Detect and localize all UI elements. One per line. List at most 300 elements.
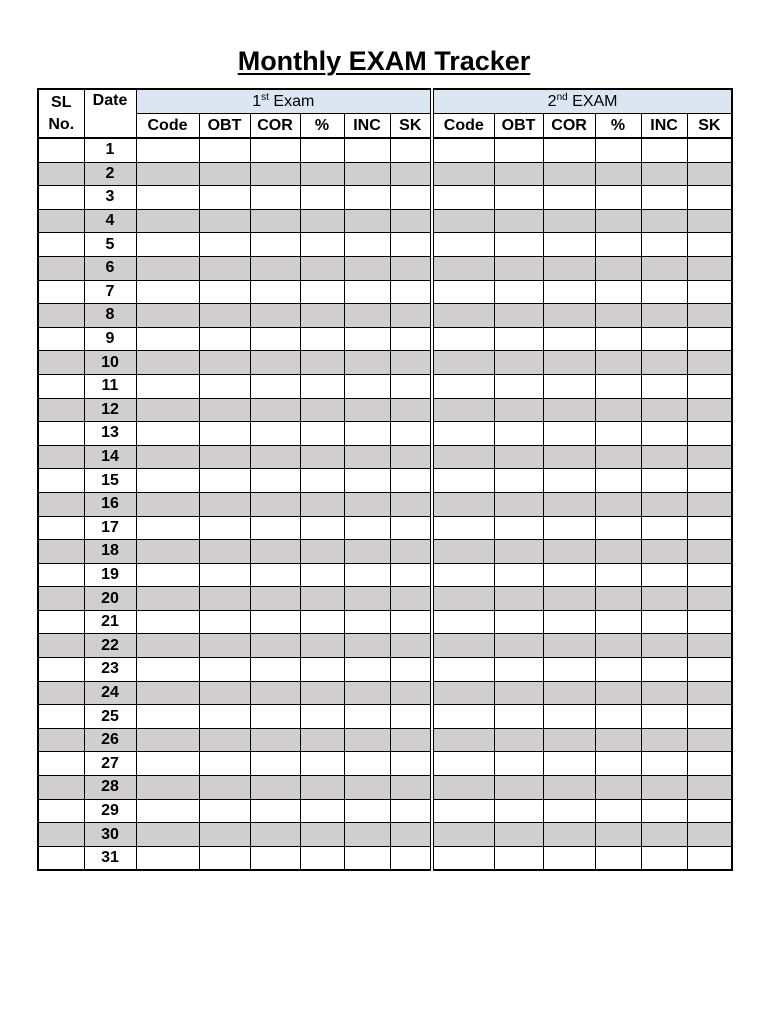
- second-exam-cell[interactable]: [432, 610, 494, 634]
- first-exam-cell[interactable]: [250, 351, 300, 375]
- first-exam-cell[interactable]: [199, 162, 250, 186]
- second-exam-cell[interactable]: [432, 705, 494, 729]
- first-exam-cell[interactable]: [136, 162, 199, 186]
- first-exam-cell[interactable]: [250, 540, 300, 564]
- first-exam-cell[interactable]: [390, 823, 432, 847]
- first-exam-cell[interactable]: [344, 398, 390, 422]
- first-exam-cell[interactable]: [250, 563, 300, 587]
- first-exam-cell[interactable]: [344, 233, 390, 257]
- first-exam-cell[interactable]: [300, 398, 344, 422]
- first-exam-cell[interactable]: [199, 374, 250, 398]
- first-exam-cell[interactable]: [344, 823, 390, 847]
- first-exam-cell[interactable]: [390, 138, 432, 162]
- first-exam-cell[interactable]: [300, 610, 344, 634]
- second-exam-cell[interactable]: [687, 846, 732, 870]
- sl-no-cell[interactable]: [38, 799, 84, 823]
- second-exam-cell[interactable]: [432, 469, 494, 493]
- second-exam-cell[interactable]: [687, 540, 732, 564]
- second-exam-cell[interactable]: [543, 138, 595, 162]
- first-exam-cell[interactable]: [250, 327, 300, 351]
- first-exam-cell[interactable]: [344, 327, 390, 351]
- first-exam-cell[interactable]: [136, 634, 199, 658]
- first-exam-cell[interactable]: [300, 186, 344, 210]
- first-exam-cell[interactable]: [199, 422, 250, 446]
- second-exam-cell[interactable]: [641, 540, 687, 564]
- second-exam-cell[interactable]: [641, 752, 687, 776]
- second-exam-cell[interactable]: [641, 823, 687, 847]
- second-exam-cell[interactable]: [641, 209, 687, 233]
- second-exam-cell[interactable]: [641, 610, 687, 634]
- first-exam-cell[interactable]: [199, 327, 250, 351]
- second-exam-cell[interactable]: [494, 728, 543, 752]
- first-exam-cell[interactable]: [344, 256, 390, 280]
- first-exam-cell[interactable]: [344, 846, 390, 870]
- second-exam-cell[interactable]: [432, 304, 494, 328]
- first-exam-cell[interactable]: [390, 705, 432, 729]
- second-exam-cell[interactable]: [687, 681, 732, 705]
- first-exam-cell[interactable]: [344, 280, 390, 304]
- first-exam-cell[interactable]: [344, 422, 390, 446]
- second-exam-cell[interactable]: [641, 681, 687, 705]
- sl-no-cell[interactable]: [38, 776, 84, 800]
- second-exam-cell[interactable]: [494, 422, 543, 446]
- second-exam-cell[interactable]: [543, 752, 595, 776]
- first-exam-cell[interactable]: [136, 776, 199, 800]
- second-exam-cell[interactable]: [494, 162, 543, 186]
- second-exam-cell[interactable]: [687, 799, 732, 823]
- first-exam-cell[interactable]: [250, 846, 300, 870]
- first-exam-cell[interactable]: [344, 374, 390, 398]
- first-exam-cell[interactable]: [300, 374, 344, 398]
- second-exam-cell[interactable]: [494, 846, 543, 870]
- second-exam-cell[interactable]: [641, 256, 687, 280]
- first-exam-cell[interactable]: [136, 138, 199, 162]
- second-exam-cell[interactable]: [595, 776, 641, 800]
- first-exam-cell[interactable]: [390, 776, 432, 800]
- first-exam-cell[interactable]: [136, 823, 199, 847]
- second-exam-cell[interactable]: [543, 209, 595, 233]
- first-exam-cell[interactable]: [136, 422, 199, 446]
- first-exam-cell[interactable]: [390, 610, 432, 634]
- sl-no-cell[interactable]: [38, 516, 84, 540]
- second-exam-cell[interactable]: [641, 280, 687, 304]
- first-exam-cell[interactable]: [250, 658, 300, 682]
- second-exam-cell[interactable]: [494, 563, 543, 587]
- first-exam-cell[interactable]: [250, 776, 300, 800]
- first-exam-cell[interactable]: [300, 327, 344, 351]
- second-exam-cell[interactable]: [543, 398, 595, 422]
- second-exam-cell[interactable]: [641, 327, 687, 351]
- first-exam-cell[interactable]: [199, 138, 250, 162]
- sl-no-cell[interactable]: [38, 162, 84, 186]
- second-exam-cell[interactable]: [494, 351, 543, 375]
- second-exam-cell[interactable]: [543, 351, 595, 375]
- sl-no-cell[interactable]: [38, 728, 84, 752]
- second-exam-cell[interactable]: [595, 469, 641, 493]
- second-exam-cell[interactable]: [641, 422, 687, 446]
- first-exam-cell[interactable]: [199, 256, 250, 280]
- sl-no-cell[interactable]: [38, 681, 84, 705]
- second-exam-cell[interactable]: [641, 469, 687, 493]
- second-exam-cell[interactable]: [595, 728, 641, 752]
- first-exam-cell[interactable]: [199, 186, 250, 210]
- second-exam-cell[interactable]: [543, 587, 595, 611]
- first-exam-cell[interactable]: [136, 705, 199, 729]
- second-exam-cell[interactable]: [494, 492, 543, 516]
- second-exam-cell[interactable]: [432, 209, 494, 233]
- first-exam-cell[interactable]: [344, 162, 390, 186]
- first-exam-cell[interactable]: [199, 563, 250, 587]
- second-exam-cell[interactable]: [595, 422, 641, 446]
- second-exam-cell[interactable]: [432, 422, 494, 446]
- second-exam-cell[interactable]: [641, 374, 687, 398]
- first-exam-cell[interactable]: [390, 327, 432, 351]
- second-exam-cell[interactable]: [595, 304, 641, 328]
- first-exam-cell[interactable]: [199, 351, 250, 375]
- sl-no-cell[interactable]: [38, 398, 84, 422]
- sl-no-cell[interactable]: [38, 209, 84, 233]
- first-exam-cell[interactable]: [250, 634, 300, 658]
- first-exam-cell[interactable]: [136, 351, 199, 375]
- second-exam-cell[interactable]: [494, 327, 543, 351]
- second-exam-cell[interactable]: [641, 776, 687, 800]
- second-exam-cell[interactable]: [641, 705, 687, 729]
- second-exam-cell[interactable]: [432, 398, 494, 422]
- first-exam-cell[interactable]: [390, 658, 432, 682]
- second-exam-cell[interactable]: [595, 540, 641, 564]
- first-exam-cell[interactable]: [136, 327, 199, 351]
- second-exam-cell[interactable]: [595, 563, 641, 587]
- second-exam-cell[interactable]: [687, 776, 732, 800]
- first-exam-cell[interactable]: [300, 705, 344, 729]
- first-exam-cell[interactable]: [136, 186, 199, 210]
- sl-no-cell[interactable]: [38, 634, 84, 658]
- first-exam-cell[interactable]: [250, 209, 300, 233]
- second-exam-cell[interactable]: [595, 634, 641, 658]
- first-exam-cell[interactable]: [199, 658, 250, 682]
- first-exam-cell[interactable]: [300, 587, 344, 611]
- second-exam-cell[interactable]: [687, 563, 732, 587]
- first-exam-cell[interactable]: [250, 728, 300, 752]
- first-exam-cell[interactable]: [344, 540, 390, 564]
- first-exam-cell[interactable]: [250, 610, 300, 634]
- first-exam-cell[interactable]: [390, 681, 432, 705]
- first-exam-cell[interactable]: [250, 799, 300, 823]
- first-exam-cell[interactable]: [199, 280, 250, 304]
- second-exam-cell[interactable]: [432, 823, 494, 847]
- first-exam-cell[interactable]: [250, 469, 300, 493]
- first-exam-cell[interactable]: [300, 162, 344, 186]
- first-exam-cell[interactable]: [250, 681, 300, 705]
- second-exam-cell[interactable]: [595, 256, 641, 280]
- second-exam-cell[interactable]: [641, 162, 687, 186]
- second-exam-cell[interactable]: [687, 469, 732, 493]
- first-exam-cell[interactable]: [199, 469, 250, 493]
- second-exam-cell[interactable]: [432, 681, 494, 705]
- first-exam-cell[interactable]: [250, 492, 300, 516]
- second-exam-cell[interactable]: [494, 752, 543, 776]
- second-exam-cell[interactable]: [543, 445, 595, 469]
- second-exam-cell[interactable]: [543, 374, 595, 398]
- second-exam-cell[interactable]: [432, 563, 494, 587]
- first-exam-cell[interactable]: [199, 540, 250, 564]
- second-exam-cell[interactable]: [687, 374, 732, 398]
- second-exam-cell[interactable]: [543, 280, 595, 304]
- second-exam-cell[interactable]: [595, 351, 641, 375]
- second-exam-cell[interactable]: [687, 209, 732, 233]
- first-exam-cell[interactable]: [199, 752, 250, 776]
- first-exam-cell[interactable]: [136, 304, 199, 328]
- first-exam-cell[interactable]: [136, 563, 199, 587]
- sl-no-cell[interactable]: [38, 540, 84, 564]
- second-exam-cell[interactable]: [432, 492, 494, 516]
- first-exam-cell[interactable]: [300, 469, 344, 493]
- second-exam-cell[interactable]: [595, 610, 641, 634]
- sl-no-cell[interactable]: [38, 304, 84, 328]
- second-exam-cell[interactable]: [595, 445, 641, 469]
- first-exam-cell[interactable]: [136, 658, 199, 682]
- first-exam-cell[interactable]: [136, 209, 199, 233]
- first-exam-cell[interactable]: [300, 634, 344, 658]
- first-exam-cell[interactable]: [250, 398, 300, 422]
- second-exam-cell[interactable]: [543, 327, 595, 351]
- second-exam-cell[interactable]: [543, 823, 595, 847]
- second-exam-cell[interactable]: [687, 823, 732, 847]
- first-exam-cell[interactable]: [344, 516, 390, 540]
- second-exam-cell[interactable]: [494, 776, 543, 800]
- first-exam-cell[interactable]: [250, 138, 300, 162]
- second-exam-cell[interactable]: [432, 186, 494, 210]
- sl-no-cell[interactable]: [38, 587, 84, 611]
- second-exam-cell[interactable]: [687, 138, 732, 162]
- first-exam-cell[interactable]: [199, 823, 250, 847]
- first-exam-cell[interactable]: [250, 374, 300, 398]
- first-exam-cell[interactable]: [344, 658, 390, 682]
- first-exam-cell[interactable]: [300, 304, 344, 328]
- second-exam-cell[interactable]: [641, 658, 687, 682]
- second-exam-cell[interactable]: [432, 634, 494, 658]
- first-exam-cell[interactable]: [300, 540, 344, 564]
- second-exam-cell[interactable]: [595, 752, 641, 776]
- first-exam-cell[interactable]: [344, 138, 390, 162]
- second-exam-cell[interactable]: [494, 540, 543, 564]
- first-exam-cell[interactable]: [250, 422, 300, 446]
- sl-no-cell[interactable]: [38, 610, 84, 634]
- second-exam-cell[interactable]: [641, 728, 687, 752]
- sl-no-cell[interactable]: [38, 138, 84, 162]
- first-exam-cell[interactable]: [300, 776, 344, 800]
- second-exam-cell[interactable]: [641, 634, 687, 658]
- second-exam-cell[interactable]: [641, 351, 687, 375]
- first-exam-cell[interactable]: [136, 374, 199, 398]
- second-exam-cell[interactable]: [641, 799, 687, 823]
- second-exam-cell[interactable]: [543, 728, 595, 752]
- first-exam-cell[interactable]: [300, 563, 344, 587]
- sl-no-cell[interactable]: [38, 563, 84, 587]
- first-exam-cell[interactable]: [300, 823, 344, 847]
- first-exam-cell[interactable]: [344, 186, 390, 210]
- second-exam-cell[interactable]: [543, 256, 595, 280]
- sl-no-cell[interactable]: [38, 186, 84, 210]
- second-exam-cell[interactable]: [687, 445, 732, 469]
- first-exam-cell[interactable]: [199, 610, 250, 634]
- second-exam-cell[interactable]: [687, 256, 732, 280]
- second-exam-cell[interactable]: [494, 256, 543, 280]
- second-exam-cell[interactable]: [641, 563, 687, 587]
- second-exam-cell[interactable]: [494, 469, 543, 493]
- first-exam-cell[interactable]: [199, 516, 250, 540]
- first-exam-cell[interactable]: [300, 752, 344, 776]
- second-exam-cell[interactable]: [432, 540, 494, 564]
- first-exam-cell[interactable]: [136, 492, 199, 516]
- second-exam-cell[interactable]: [595, 162, 641, 186]
- first-exam-cell[interactable]: [390, 351, 432, 375]
- second-exam-cell[interactable]: [687, 422, 732, 446]
- first-exam-cell[interactable]: [300, 445, 344, 469]
- first-exam-cell[interactable]: [199, 634, 250, 658]
- first-exam-cell[interactable]: [250, 162, 300, 186]
- first-exam-cell[interactable]: [390, 634, 432, 658]
- first-exam-cell[interactable]: [344, 351, 390, 375]
- second-exam-cell[interactable]: [595, 492, 641, 516]
- first-exam-cell[interactable]: [390, 445, 432, 469]
- second-exam-cell[interactable]: [543, 610, 595, 634]
- second-exam-cell[interactable]: [595, 823, 641, 847]
- first-exam-cell[interactable]: [199, 846, 250, 870]
- first-exam-cell[interactable]: [199, 799, 250, 823]
- second-exam-cell[interactable]: [687, 705, 732, 729]
- first-exam-cell[interactable]: [199, 705, 250, 729]
- first-exam-cell[interactable]: [136, 752, 199, 776]
- second-exam-cell[interactable]: [543, 563, 595, 587]
- first-exam-cell[interactable]: [250, 516, 300, 540]
- sl-no-cell[interactable]: [38, 351, 84, 375]
- first-exam-cell[interactable]: [390, 752, 432, 776]
- first-exam-cell[interactable]: [390, 728, 432, 752]
- sl-no-cell[interactable]: [38, 422, 84, 446]
- second-exam-cell[interactable]: [432, 256, 494, 280]
- first-exam-cell[interactable]: [344, 752, 390, 776]
- first-exam-cell[interactable]: [300, 280, 344, 304]
- first-exam-cell[interactable]: [199, 728, 250, 752]
- first-exam-cell[interactable]: [390, 162, 432, 186]
- first-exam-cell[interactable]: [199, 681, 250, 705]
- second-exam-cell[interactable]: [543, 799, 595, 823]
- first-exam-cell[interactable]: [344, 587, 390, 611]
- sl-no-cell[interactable]: [38, 823, 84, 847]
- first-exam-cell[interactable]: [136, 799, 199, 823]
- first-exam-cell[interactable]: [199, 398, 250, 422]
- first-exam-cell[interactable]: [136, 445, 199, 469]
- second-exam-cell[interactable]: [543, 681, 595, 705]
- sl-no-cell[interactable]: [38, 658, 84, 682]
- second-exam-cell[interactable]: [687, 752, 732, 776]
- second-exam-cell[interactable]: [494, 681, 543, 705]
- first-exam-cell[interactable]: [390, 374, 432, 398]
- second-exam-cell[interactable]: [432, 280, 494, 304]
- second-exam-cell[interactable]: [595, 846, 641, 870]
- first-exam-cell[interactable]: [199, 492, 250, 516]
- second-exam-cell[interactable]: [432, 752, 494, 776]
- sl-no-cell[interactable]: [38, 327, 84, 351]
- first-exam-cell[interactable]: [344, 728, 390, 752]
- first-exam-cell[interactable]: [250, 587, 300, 611]
- second-exam-cell[interactable]: [432, 516, 494, 540]
- second-exam-cell[interactable]: [432, 728, 494, 752]
- first-exam-cell[interactable]: [250, 752, 300, 776]
- second-exam-cell[interactable]: [687, 587, 732, 611]
- second-exam-cell[interactable]: [543, 540, 595, 564]
- second-exam-cell[interactable]: [687, 304, 732, 328]
- first-exam-cell[interactable]: [250, 823, 300, 847]
- second-exam-cell[interactable]: [543, 233, 595, 257]
- first-exam-cell[interactable]: [344, 492, 390, 516]
- second-exam-cell[interactable]: [687, 658, 732, 682]
- first-exam-cell[interactable]: [300, 658, 344, 682]
- first-exam-cell[interactable]: [250, 280, 300, 304]
- second-exam-cell[interactable]: [432, 374, 494, 398]
- second-exam-cell[interactable]: [687, 634, 732, 658]
- first-exam-cell[interactable]: [300, 422, 344, 446]
- sl-no-cell[interactable]: [38, 705, 84, 729]
- first-exam-cell[interactable]: [250, 256, 300, 280]
- first-exam-cell[interactable]: [300, 846, 344, 870]
- second-exam-cell[interactable]: [432, 799, 494, 823]
- second-exam-cell[interactable]: [595, 398, 641, 422]
- second-exam-cell[interactable]: [432, 327, 494, 351]
- second-exam-cell[interactable]: [687, 398, 732, 422]
- first-exam-cell[interactable]: [250, 233, 300, 257]
- second-exam-cell[interactable]: [432, 351, 494, 375]
- first-exam-cell[interactable]: [136, 540, 199, 564]
- first-exam-cell[interactable]: [390, 209, 432, 233]
- second-exam-cell[interactable]: [494, 799, 543, 823]
- first-exam-cell[interactable]: [136, 681, 199, 705]
- sl-no-cell[interactable]: [38, 233, 84, 257]
- second-exam-cell[interactable]: [595, 233, 641, 257]
- second-exam-cell[interactable]: [641, 186, 687, 210]
- second-exam-cell[interactable]: [595, 209, 641, 233]
- first-exam-cell[interactable]: [250, 705, 300, 729]
- first-exam-cell[interactable]: [344, 563, 390, 587]
- first-exam-cell[interactable]: [136, 846, 199, 870]
- second-exam-cell[interactable]: [494, 445, 543, 469]
- second-exam-cell[interactable]: [543, 492, 595, 516]
- second-exam-cell[interactable]: [494, 374, 543, 398]
- sl-no-cell[interactable]: [38, 374, 84, 398]
- first-exam-cell[interactable]: [390, 846, 432, 870]
- first-exam-cell[interactable]: [136, 256, 199, 280]
- second-exam-cell[interactable]: [494, 587, 543, 611]
- first-exam-cell[interactable]: [300, 516, 344, 540]
- second-exam-cell[interactable]: [687, 186, 732, 210]
- sl-no-cell[interactable]: [38, 846, 84, 870]
- second-exam-cell[interactable]: [494, 304, 543, 328]
- first-exam-cell[interactable]: [344, 705, 390, 729]
- second-exam-cell[interactable]: [494, 398, 543, 422]
- first-exam-cell[interactable]: [344, 304, 390, 328]
- second-exam-cell[interactable]: [687, 492, 732, 516]
- second-exam-cell[interactable]: [595, 705, 641, 729]
- second-exam-cell[interactable]: [595, 280, 641, 304]
- first-exam-cell[interactable]: [344, 634, 390, 658]
- second-exam-cell[interactable]: [687, 728, 732, 752]
- first-exam-cell[interactable]: [136, 516, 199, 540]
- second-exam-cell[interactable]: [543, 705, 595, 729]
- first-exam-cell[interactable]: [390, 587, 432, 611]
- first-exam-cell[interactable]: [390, 540, 432, 564]
- second-exam-cell[interactable]: [543, 846, 595, 870]
